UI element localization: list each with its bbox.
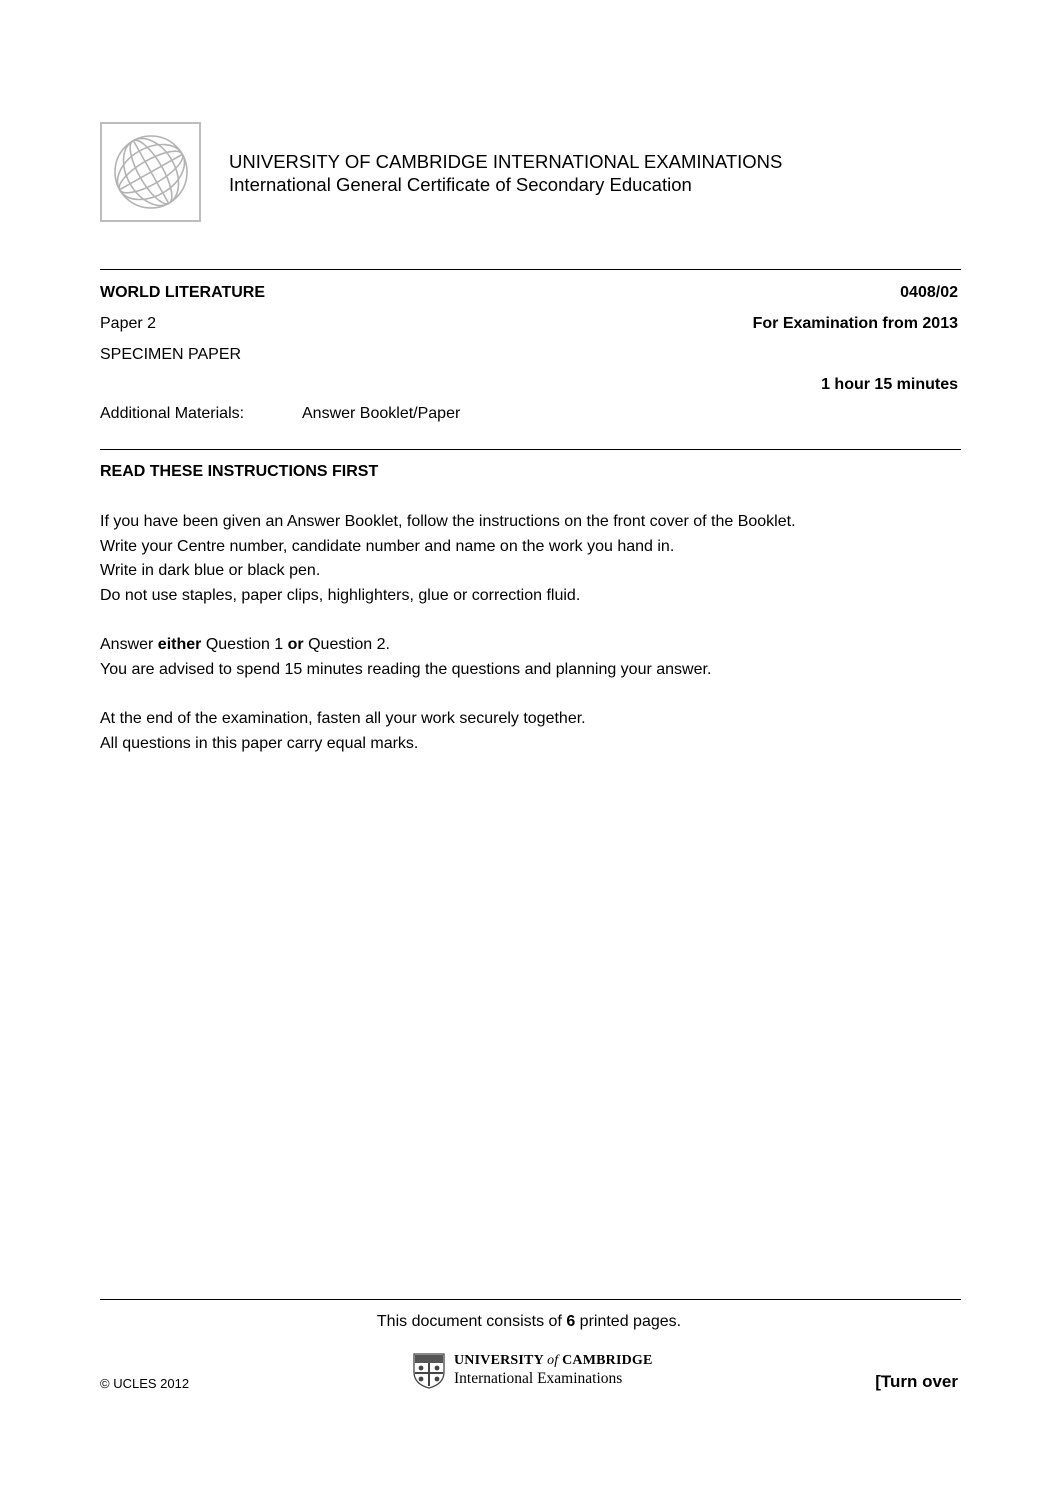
instructions-heading: READ THESE INSTRUCTIONS FIRST xyxy=(100,463,379,480)
globe-icon xyxy=(110,131,192,213)
instruction-line: At the end of the examination, fasten all your work securely together. xyxy=(100,710,586,727)
instruction-line: Write your Centre number, candidate number and name on the work you hand in. xyxy=(100,538,675,555)
answer-instruction: Answer either Question 1 or Question 2. xyxy=(100,636,390,653)
turn-over: [Turn over xyxy=(875,1372,958,1391)
instruction-line: If you have been given an Answer Booklet, follow the instructions on the front cover of the Booklet. xyxy=(100,513,796,530)
pages-note: This document consists of 6 printed pages. xyxy=(376,1313,682,1330)
paper-number: Paper 2 xyxy=(100,315,157,332)
divider-mid xyxy=(100,449,961,450)
duration: 1 hour 15 minutes xyxy=(821,376,958,393)
footer-university-name: UNIVERSITY of CAMBRIDGE xyxy=(454,1353,653,1368)
footer-org-subtitle: International Examinations xyxy=(454,1370,623,1387)
exam-from: For Examination from 2013 xyxy=(752,315,958,332)
subject: WORLD LITERATURE xyxy=(100,284,266,301)
instruction-line: Write in dark blue or black pen. xyxy=(100,562,321,579)
materials-value: Answer Booklet/Paper xyxy=(302,405,461,422)
divider-bottom xyxy=(100,1299,961,1300)
org-subtitle: International General Certificate of Secondary Education xyxy=(229,174,692,195)
globe-logo xyxy=(100,122,201,222)
crest-icon xyxy=(412,1352,446,1390)
copyright: © UCLES 2012 xyxy=(100,1376,190,1391)
org-name: UNIVERSITY OF CAMBRIDGE INTERNATIONAL EXAMINATIONS xyxy=(229,151,783,172)
instruction-line: You are advised to spend 15 minutes reading the questions and planning your answer. xyxy=(100,661,712,678)
materials-label: Additional Materials: xyxy=(100,405,245,422)
paper-code: 0408/02 xyxy=(900,284,958,301)
instruction-line: All questions in this paper carry equal marks. xyxy=(100,735,419,752)
divider-top xyxy=(100,269,961,270)
specimen-label: SPECIMEN PAPER xyxy=(100,346,242,363)
instruction-line: Do not use staples, paper clips, highlighters, glue or correction fluid. xyxy=(100,587,581,604)
